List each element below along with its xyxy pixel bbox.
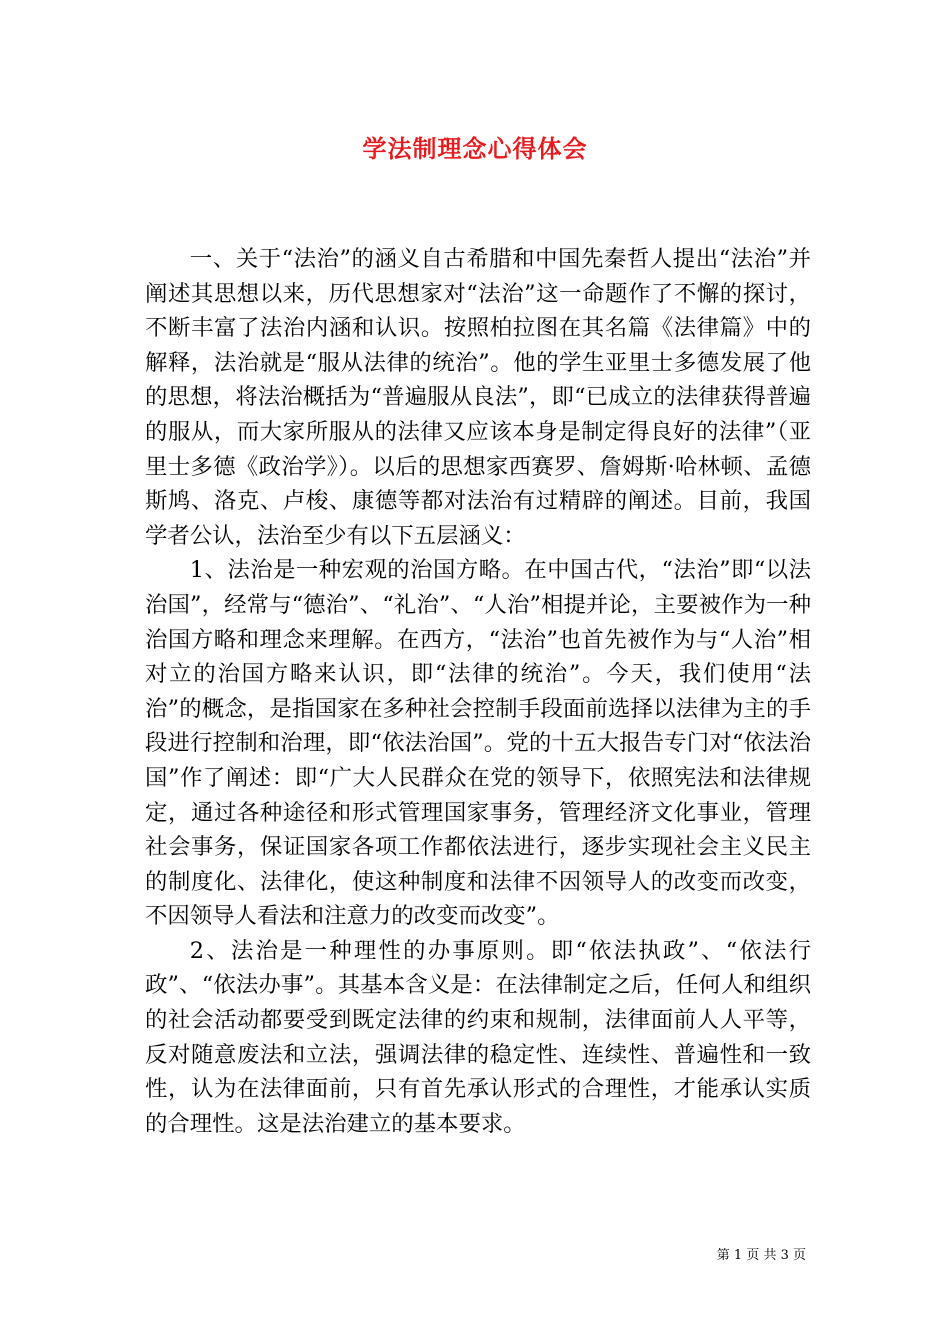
paragraph-point-2: 2、法治是一种理性的办事原则。即“依法执政”、“依法行政”、“依法办事”。其基本含义是：在法律制定之后，任何人和组织的社会活动都要受到既定法律的约束和规制，法律面前人人平等，反对随意废法和立法，强调法律的稳定性、连续性、普遍性和一致性，认为在法律面前，只有首先承认形式的合理性，才能承认实质的合理性。这是法治建立的基本要求。 <box>145 937 811 1137</box>
paragraph-point-1: 1、法治是一种宏观的治国方略。在中国古代，“法治”即“以法治国”，经常与“德治”、“礼治”、“人治”相提并论，主要被作为一种治国方略和理念来理解。在西方，“法治”也首先被作为与“人治”相对立的治国方略来认识，即“法律的统治”。今天，我们使用“法治”的概念，是指国家在多种社会控制手段面前选择以法律为主的手段进行控制和治理，即“依法治国”。党的十五大报告专门对“依法治国”作了阐述：即“广大人民群众在党的领导下，依照宪法和法律规定，通过各种途径和形式管理国家事务，管理经济文化事业，管理社会事务，保证国家各项工作都依法进行，逐步实现社会主义民主的制度化、法律化，使这种制度和法律不因领导人的改变而改变，不因领导人看法和注意力的改变而改变”。 <box>145 557 811 930</box>
paragraph-intro: 一、关于“法治”的涵义自古希腊和中国先秦哲人提出“法治”并阐述其思想以来，历代思想家对“法治”这一命题作了不懈的探讨，不断丰富了法治内涵和认识。按照柏拉图在其名篇《法律篇》中的解释，法治就是“服从法律的统治”。他的学生亚里士多德发展了他的思想，将法治概括为“普遍服从良法”，即“已成立的法律获得普遍的服从，而大家所服从的法律又应该本身是制定得良好的法律”（亚里士多德《政治学》）。以后的思想家西赛罗、詹姆斯·哈林顿、孟德斯鸠、洛克、卢梭、康德等都对法治有过精辟的阐述。目前，我国学者公认，法治至少有以下五层涵义： <box>145 246 811 549</box>
document-body <box>145 242 811 1141</box>
page-title: 学法制理念心得体会 <box>362 134 588 163</box>
page-number-footer: 第 1 页 共 3 页 <box>716 1248 806 1263</box>
